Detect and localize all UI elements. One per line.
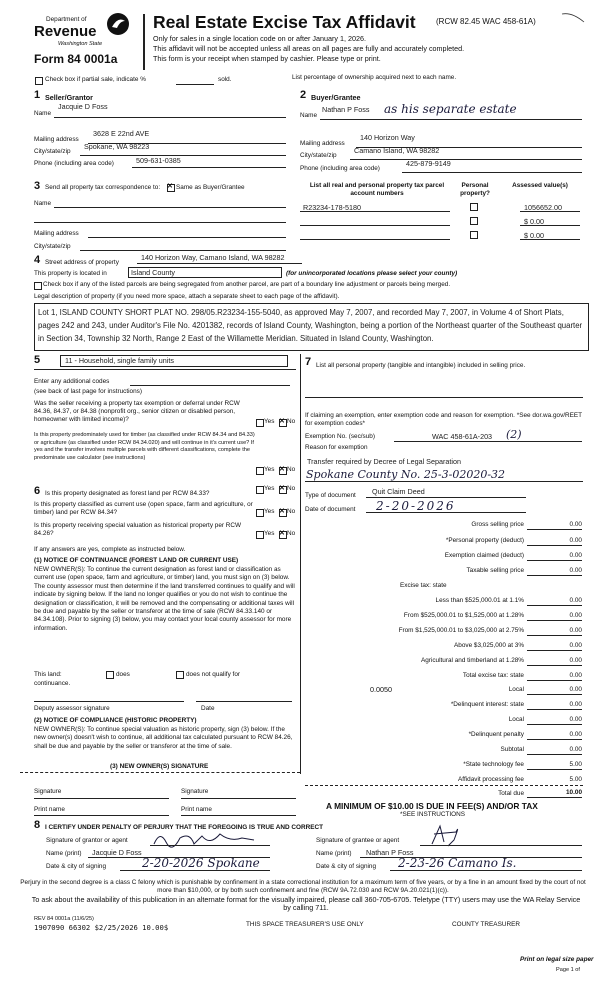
continuance-label: continuance. (34, 680, 71, 687)
section-6-number: 6 (34, 485, 41, 497)
dept-line1: Department of (46, 16, 87, 23)
tax-row-value[interactable]: 0.00 (569, 567, 582, 574)
tax-dashed-line (305, 785, 583, 786)
q-timber-no-checkbox[interactable] (279, 467, 287, 475)
tax-row-label: Above $3,025,000 at 3% (454, 642, 524, 649)
q-timber-yes-checkbox[interactable] (256, 467, 264, 475)
deputy-date-field[interactable] (196, 701, 292, 702)
grantee-name-value[interactable]: Nathan P Foss (366, 848, 414, 857)
grantor-name-label: Name (print) (46, 850, 82, 857)
q-deferral-yes-checkbox[interactable] (256, 419, 264, 427)
buyer-mail-label: Mailing address (300, 140, 345, 147)
section-2-number: 2 (300, 89, 307, 101)
partial-sale-checkbox[interactable] (35, 77, 43, 85)
buyer-phone-label: Phone (including area code) (300, 165, 380, 172)
tax-row-line (527, 560, 582, 561)
tax-row-label: Exemption claimed (deduct) (444, 552, 524, 559)
tax-row-line (527, 694, 582, 695)
sold-label: sold. (218, 76, 232, 83)
tax-row-label: Total due (498, 790, 524, 797)
section-4-number: 4 (34, 254, 41, 266)
located-in-label: This property is located in (34, 270, 107, 277)
tax-row-value[interactable]: 0.00 (569, 521, 582, 528)
see-instructions: *SEE INSTRUCTIONS (400, 811, 465, 818)
tax-row-label: Less than $525,000.01 at 1.1% (435, 597, 524, 604)
tax-row-value[interactable]: 0.00 (569, 537, 582, 544)
header-note-1: Only for sales in a single location code on or after January 1, 2026. (153, 34, 366, 43)
deputy-date-label: Date (201, 705, 215, 712)
tax-row-line (527, 575, 582, 576)
doc-type-line (366, 497, 526, 498)
corr-mail-field[interactable] (88, 237, 286, 238)
land-does-not-checkbox[interactable] (176, 671, 184, 679)
segregate-checkbox[interactable] (34, 282, 42, 290)
assessed-line-2 (520, 225, 580, 226)
tax-row-label: Agricultural and timberland at 1.28% (420, 657, 524, 664)
tax-row-label: Local (508, 716, 524, 723)
owner-print-2-label: Print name (181, 806, 212, 813)
doc-date-handwritten[interactable]: 2-20-2026 (376, 499, 456, 513)
tax-row-value[interactable]: 0.00 (569, 657, 582, 664)
exemption-claim-label: If claiming an exemption, enter exemption code and reason for exemption. *See dor.wa.gov/REET for exemption codes* (305, 412, 582, 428)
doc-type-label: Type of document (305, 492, 356, 499)
land-does-checkbox[interactable] (106, 671, 114, 679)
q-historic-yes-checkbox[interactable] (256, 531, 264, 539)
corr-name-label: Name (34, 200, 52, 207)
parcel-account-2[interactable] (300, 225, 450, 226)
new-owner-dashed-line (20, 772, 300, 773)
owner-signature-1-label: Signature (34, 788, 62, 795)
section-5-number: 5 (34, 354, 41, 366)
section-7-number: 7 (305, 356, 312, 368)
buyer-mail-value[interactable]: 140 Horizon Way (360, 133, 415, 142)
minimum-due-notice: A MINIMUM OF $10.00 IS DUE IN FEE(S) AND/OR TAX (326, 801, 538, 811)
tax-row-value[interactable]: 0.00 (569, 701, 582, 708)
corr-city-label: City/state/zip (34, 243, 71, 250)
partial-percent-field[interactable] (176, 84, 214, 85)
reason-handwritten: Spokane County No. 25-3-02020-32 (306, 468, 506, 481)
seller-city-line (80, 155, 286, 156)
buyer-name-label: Name (300, 112, 318, 119)
tax-row-line (527, 665, 582, 666)
owner-signature-1-field[interactable] (34, 798, 169, 799)
header-divider (143, 14, 145, 70)
page-number: Page 1 of (556, 967, 580, 973)
corr-city-field[interactable] (80, 250, 286, 251)
current-use-question: Is this property classified as current use (open space, farm and agriculture, or timber) land per RCW 84.34? (34, 501, 253, 516)
grantor-signature-label: Signature of grantor or agent (46, 837, 128, 844)
buyer-name-value[interactable]: Nathan P Foss (322, 105, 370, 114)
tax-row-line (527, 739, 582, 740)
exemption-no-value[interactable]: WAC 458-61A-203 (432, 432, 493, 441)
tax-row-label: Subtotal (500, 746, 524, 753)
parcel-account-3[interactable] (300, 239, 450, 240)
dept-line3: Washington State (58, 41, 103, 47)
exemption-no-handwritten: (2) (506, 428, 522, 441)
total-due-line (527, 797, 582, 798)
corr-name-field[interactable] (54, 207, 286, 208)
q-currentuse-yes-label: Yes (264, 508, 275, 515)
ownership-note: List percentage of ownership acquired next to each name. (292, 74, 457, 81)
notice-continuance-heading: (1) NOTICE OF CONTINUANCE (FOREST LAND OR CURRENT USE) (34, 557, 239, 564)
certify-statement: I CERTIFY UNDER PENALTY OF PERJURY THAT THE FOREGOING IS TRUE AND CORRECT (45, 824, 324, 831)
new-owner-signature-heading: (3) NEW OWNER(S) SIGNATURE (110, 763, 209, 770)
perjury-notice: Perjury in the second degree is a class C felony which is punishable by confinement in a state correctional institution for a maximum term of five years, or by a fine in an amount fixed by the court of not more than $10,000, or by both such confinement and fine (RCW 9A.72.030 and RCW 9A.20.021(1)(c)). (20, 879, 586, 894)
buyer-city-label: City/state/zip (300, 152, 337, 159)
tax-row-value[interactable]: 5.00 (569, 761, 582, 768)
personal-property-checkbox-1[interactable] (470, 203, 478, 211)
owner-print-1-label: Print name (34, 806, 65, 813)
revision-number: REV 84 0001a (11/6/25) (34, 916, 94, 922)
tax-row-line (527, 680, 582, 681)
grantee-signature-line (420, 845, 582, 846)
tax-row-value[interactable]: 0.00 (569, 731, 582, 738)
tax-row-value[interactable]: 0.00 (569, 746, 582, 753)
county-treasurer: COUNTY TREASURER (452, 921, 520, 928)
doc-date-label: Date of document (305, 506, 356, 513)
section5-divider (34, 369, 296, 370)
tax-row-value[interactable]: 0.00 (569, 612, 582, 619)
tax-row-value[interactable]: 0.00 (569, 672, 582, 679)
notice-compliance-heading: (2) NOTICE OF COMPLIANCE (HISTORIC PROPERTY) (34, 717, 197, 724)
tax-row-line (527, 545, 582, 546)
assessed-value-header: Assessed value(s) (512, 182, 568, 189)
buyer-phone-line (402, 172, 582, 173)
notice-compliance-body: NEW OWNER(S): To continue special valuation as historic property, sign (3) below. If the new owner(s) doesn't wish to continue, all additional tax calculated pursuant to RCW 84.26, shall be due and payable by the seller or transferor at the time of sale. (34, 726, 293, 750)
tax-row-label: Local (508, 686, 524, 693)
seller-name-line (54, 117, 286, 118)
grantee-date-handwritten[interactable]: 2-23-26 Camano Is. (398, 856, 517, 870)
segregate-label: Check box if any of the listed parcels are being segregated from another parcel, are part of a boundary line adjustment or parcels being merged. (43, 281, 451, 288)
personal-property-field-1[interactable] (305, 397, 583, 398)
seller-phone-label: Phone (including area code) (34, 160, 114, 167)
tax-row-line (527, 620, 582, 621)
assessed-line-1 (520, 211, 580, 212)
seller-mail-value[interactable]: 3628 E 22nd AVE (93, 129, 150, 138)
tax-row-label: Gross selling price (471, 521, 524, 528)
section-1-number: 1 (34, 89, 41, 101)
tax-row-line (527, 709, 582, 710)
legal-description-field[interactable]: Lot 1, ISLAND COUNTY SHORT PLAT NO. 298/05.R23234-155-5040, as approved May 7, 2007, and recorded May 7, 2007, in Volume 4 of Short Plats, pages 242 and 243, under Auditor's File No. 4201382, records of Island County, Washington, being a portion of the Northeast quarter of the Southeast quarter in Section 34, Township 32 North, Range 2 East of the Willamette Meridian. Situated in Island County, Washington. (34, 303, 589, 351)
buyer-city-line (350, 159, 582, 160)
buyer-phone-value[interactable]: 425-879-9149 (406, 159, 451, 168)
owner-signature-2-field[interactable] (181, 798, 296, 799)
grantor-date-label: Date & city of signing (46, 863, 107, 870)
personal-property-label: List all personal property (tangible and intangible) included in selling price. (316, 362, 526, 369)
tax-row-value[interactable]: 0.00 (569, 642, 582, 649)
forest-land-question: Is this property designated as forest land per RCW 84.33? (45, 490, 210, 497)
personal-property-checkbox-2[interactable] (470, 217, 478, 225)
buyer-city-value[interactable]: Camano Island, WA 98282 (354, 146, 440, 155)
tax-row-value[interactable]: 0.00 (569, 597, 582, 604)
owner-print-2-field[interactable] (181, 815, 296, 816)
street-address-value[interactable]: 140 Horizon Way, Camano Island, WA 98282 (141, 253, 285, 262)
header-note-3: This form is your receipt when stamped by cashier. Please type or print. (153, 54, 381, 63)
q-forest-yes-label: Yes (264, 485, 275, 492)
seller-city-value[interactable]: Spokane, WA 98223 (84, 142, 150, 151)
tax-row-label: Total excise tax: state (462, 672, 524, 679)
seller-city-label: City/state/zip (34, 148, 71, 155)
deputy-signature-field[interactable] (34, 701, 184, 702)
land-does-not-label: does not qualify for (186, 671, 240, 678)
q-forest-no-checkbox[interactable] (279, 486, 287, 494)
local-rate: 0.0050 (370, 685, 392, 694)
q-historic-yes-label: Yes (264, 530, 275, 537)
tax-row-line (527, 650, 582, 651)
tax-row-label: Excise tax: state (400, 582, 447, 589)
cashier-stamp: 1907090 66302 $2/25/2026 10.00$ (34, 923, 169, 932)
seller-phone-line (132, 167, 286, 168)
grantee-name-label: Name (print) (316, 850, 352, 857)
tax-row-label: *Delinquent interest: state (450, 701, 524, 708)
assessed-value-3[interactable]: $ 0.00 (524, 231, 544, 240)
tax-row-label: *Personal property (deduct) (445, 537, 524, 544)
notice-continuance-body: NEW OWNER(S): To continue the current designation as forest land or classification as current use (open space, farm and agriculture, or timber) land, you must sign on (3) below. The county assessor must then determine if the land transferred continues to qualify and will indicate by signing below. If the land no longer qualifies or you do not wish to continue the designation or classification, it will be removed and the compensating or additional taxes will be due and payable by the seller or transferor at the time of sale (RCW 84.33.140 or 84.34.108). Prior to signing (3) below, you may contact your local county assessor for more information. (34, 566, 295, 632)
exemption-no-label: Exemption No. (sec/sub) (305, 433, 375, 440)
grantee-date-line (390, 870, 582, 871)
same-as-buyer-label: Same as Buyer/Grantee (176, 184, 245, 191)
seller-mail-label: Mailing address (34, 136, 79, 143)
form-number: Form 84 0001a (34, 52, 118, 66)
dor-logo-icon (106, 12, 130, 36)
treasurer-use-only: THIS SPACE TREASURER'S USE ONLY (246, 921, 364, 928)
print-legal-note: Print on legal size paper (520, 956, 594, 963)
section-8-number: 8 (34, 819, 41, 831)
tax-row-line (527, 724, 582, 725)
q-currentuse-no-label: No (287, 508, 296, 515)
tax-row-value[interactable]: 0.00 (569, 552, 582, 559)
tax-row-label: Taxable selling price (466, 567, 524, 574)
reason-value[interactable]: Transfer required by Decree of Legal Separation (307, 457, 461, 466)
buyer-name-line (320, 119, 582, 120)
partial-sale-label: Check box if partial sale, indicate % (45, 76, 146, 83)
q-deferral-yes-label: Yes (264, 418, 275, 425)
see-back-label: (see back of last page for instructions) (34, 388, 142, 395)
same-as-buyer-checkbox[interactable] (167, 184, 175, 192)
land-does-label: does (116, 671, 130, 678)
street-address-label: Street address of property (45, 259, 119, 266)
grantor-date-handwritten[interactable]: 2-20-2026 Spokane (142, 856, 260, 870)
doc-date-line (366, 512, 526, 513)
seller-heading: Seller/Grantor (45, 93, 93, 102)
unincorporated-note: (for unincorporated locations please select your county) (286, 270, 458, 277)
dept-line2: Revenue (34, 23, 97, 40)
q-currentuse-no-checkbox[interactable] (279, 509, 287, 517)
land-use-code-select[interactable]: 11 - Household, single family units (60, 355, 288, 367)
personal-property-checkbox-3[interactable] (470, 231, 478, 239)
tax-row-value[interactable]: 0.00 (569, 627, 582, 634)
q-historic-no-checkbox[interactable] (279, 531, 287, 539)
corr-extra-line[interactable] (34, 222, 286, 223)
additional-codes-label: Enter any additional codes (34, 378, 110, 385)
seller-name-value[interactable]: Jacquie D Foss (58, 102, 108, 111)
assessed-value-2[interactable]: $ 0.00 (524, 217, 544, 226)
parcel-account-1[interactable]: R23234-178-5180 (303, 203, 361, 212)
tax-row-value[interactable]: 5.00 (569, 776, 582, 783)
tax-row-label: *Delinquent penalty (468, 731, 524, 738)
legal-description-label: Legal description of property (if you need more space, attach a separate sheet to each page of the affidavit). (34, 293, 340, 300)
tax-row-label: From $1,525,000.01 to $3,025,000 at 2.75% (398, 627, 524, 634)
q-currentuse-yes-checkbox[interactable] (256, 509, 264, 517)
buyer-name-handwritten: as his separate estate (384, 102, 517, 116)
owner-print-1-field[interactable] (34, 815, 169, 816)
grantee-signature-label: Signature of grantee or agent (316, 837, 400, 844)
accessibility-notice: To ask about the availability of this publication in an alternate format for the visually impaired, please call 360-705-6705. Teletype (TTY) users may use the WA Relay Service by calling 711. (31, 895, 581, 913)
grantee-date-label: Date & city of signing (316, 863, 377, 870)
if-yes-instruction: If any answers are yes, complete as instructed below. (34, 546, 186, 553)
tax-row-line (527, 529, 582, 530)
form-title: Real Estate Excise Tax Affidavit (153, 12, 416, 32)
tax-row-line (527, 605, 582, 606)
tax-row-value[interactable]: 0.00 (569, 686, 582, 693)
historic-question: Is this property receiving special valuation as historical property per RCW 84.26? (34, 522, 242, 537)
corr-mail-label: Mailing address (34, 230, 79, 237)
exemption-deferral-question: Was the seller receiving a property tax exemption or deferral under RCW 84.36, 84.37, or 84.38 (nonprofit org., senior citizen or disabled person, homeowner with limited income)? (34, 400, 240, 423)
seller-name-label: Name (34, 110, 52, 117)
buyer-heading: Buyer/Grantee (311, 93, 361, 102)
grantor-signature-line (150, 845, 270, 846)
q-forest-yes-checkbox[interactable] (256, 486, 264, 494)
timber-question: Is this property predominately used for timber (as classified under RCW 84.34 and 84.33) or agriculture (as classified under RCW 84.34.020) and will continue in it's current use? If yes and the transfer involves multiple parcels with different classifications, complete the predominate use calculator (see instructions) (34, 432, 255, 461)
reason-label: Reason for exemption (305, 444, 368, 451)
total-due-value[interactable]: 10.00 (566, 789, 582, 796)
q-timber-no-label: No (287, 466, 296, 473)
assessed-line-3 (520, 239, 580, 240)
header-note-2: This affidavit will not be accepted unless all areas on all pages are fully and accurately completed. (153, 44, 465, 53)
q-historic-no-label: No (287, 530, 296, 537)
rcw-reference: (RCW 82.45 WAC 458-61A) (436, 17, 536, 26)
q-deferral-no-label: No (287, 418, 296, 425)
street-address-line (137, 263, 302, 264)
tax-row-label: Affidavit processing fee (458, 776, 524, 783)
tax-row-line (527, 754, 582, 755)
column-divider (300, 354, 301, 774)
correspondence-label: Send all property tax correspondence to: (45, 184, 161, 191)
tax-row-label: From $525,000.01 to $1,525,000 at 1.28% (403, 612, 524, 619)
grantor-signature-drawing[interactable] (150, 828, 260, 850)
parcel-header: List all real and personal property tax parcel account numbers (309, 182, 445, 197)
q-forest-no-label: No (287, 485, 296, 492)
reason-line (305, 481, 583, 482)
q-deferral-no-checkbox[interactable] (279, 419, 287, 427)
assessed-value-1[interactable]: 1056652.00 (524, 203, 562, 212)
tax-row-label: *State technology fee (463, 761, 524, 768)
tax-row-line (527, 635, 582, 636)
doc-type-value[interactable]: Quit Claim Deed (372, 487, 425, 496)
owner-signature-2-label: Signature (181, 788, 209, 795)
parcel-line-1 (300, 211, 450, 212)
grantor-name-value[interactable]: Jacquie D Foss (92, 848, 142, 857)
tax-row-value[interactable]: 0.00 (569, 716, 582, 723)
q-timber-yes-label: Yes (264, 466, 275, 473)
grantor-date-line (120, 870, 270, 871)
personal-property-header: Personal property? (460, 182, 490, 197)
county-select[interactable]: Island County (128, 267, 282, 278)
handwritten-mark (560, 8, 590, 28)
this-land-label: This land: (34, 671, 62, 678)
section-3-number: 3 (34, 180, 41, 192)
seller-phone-value[interactable]: 509-631-0385 (136, 156, 181, 165)
tax-row-line (527, 769, 582, 770)
exemption-no-line (394, 441, 582, 442)
additional-codes-field[interactable] (130, 385, 290, 386)
deputy-signature-label: Deputy assessor signature (34, 705, 110, 712)
